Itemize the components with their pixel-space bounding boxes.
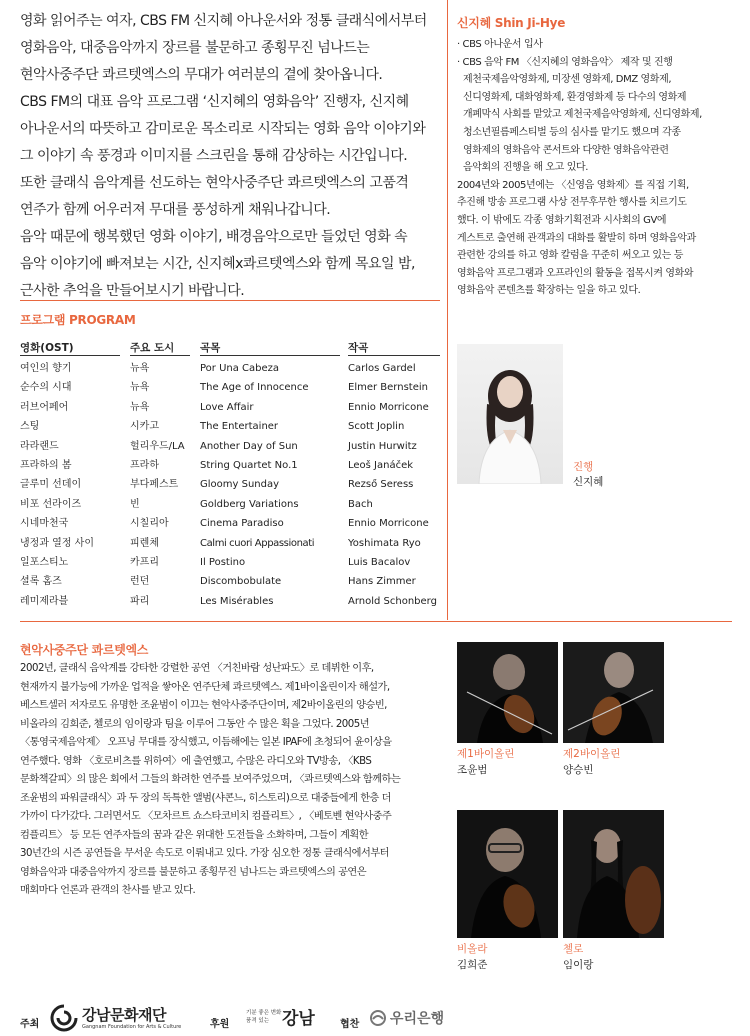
piece-cell: Goldberg Variations bbox=[200, 498, 299, 510]
piece-column bbox=[200, 359, 348, 611]
bio-line: 영화음악 프로그램과 오프라인의 활동을 접목시켜 영화와 bbox=[457, 267, 694, 279]
composer-cell: Leoš Janáček bbox=[348, 459, 414, 471]
film-cell: 레미제라블 bbox=[20, 595, 69, 607]
member-role: 제1바이올린 bbox=[457, 748, 515, 760]
intro-line: 또한 클래식 음악계를 선도하는 현악사중주단 콰르텟엑스의 고품격 bbox=[20, 175, 409, 191]
sponsor-label: 후원 bbox=[210, 1019, 230, 1030]
composer-cell: Carlos Gardel bbox=[348, 363, 416, 374]
member-role: 제2바이올린 bbox=[563, 748, 621, 760]
city-cell: 헐리우드/LA bbox=[130, 440, 185, 452]
piece-cell: The Age of Innocence bbox=[200, 382, 309, 394]
violin1-photo-image bbox=[457, 642, 558, 743]
member-photo-viola bbox=[457, 810, 558, 938]
quartet-line: 〈통영국제음악제〉 오프닝 무대를 장식했고, 이듬해에는 일본 IPAF에 초청되어 윤이상을 bbox=[20, 737, 392, 748]
column-divider bbox=[447, 0, 448, 620]
program-header-rule bbox=[348, 355, 440, 356]
host-name: 신지혜 bbox=[573, 476, 604, 488]
bio-line: 신디영화제, 대화영화제, 환경영화제 등 다수의 영화제 bbox=[463, 91, 687, 103]
program-header-rule bbox=[20, 355, 120, 356]
composer-cell: Yoshimata Ryo bbox=[348, 537, 421, 549]
violin2-photo-image bbox=[563, 642, 664, 743]
film-cell: 시네마천국 bbox=[20, 518, 69, 530]
bio-line: · CBS 음악 FM 〈신지혜의 영화음악〉 제작 및 진행 bbox=[457, 56, 673, 68]
header-city: 주요 도시 bbox=[130, 342, 175, 354]
foundation-name: 강남문화재단 bbox=[82, 1006, 166, 1024]
intro-line: 음악 때문에 행복했던 영화 이야기, 배경음악으로만 들었던 영화 속 bbox=[20, 229, 408, 245]
member-name: 김희준 bbox=[457, 959, 488, 971]
bio-line: 제천국제음악영화제, 미장센 영화제, DMZ 영화제, bbox=[463, 74, 672, 86]
intro-line: 현악사중주단 콰르텟엑스의 무대가 여러분의 곁에 찾아옵니다. bbox=[20, 67, 383, 83]
member-name: 조윤범 bbox=[457, 764, 488, 776]
quartet-line: 문화책갈피〉의 많은 회에서 그들의 화려한 연주를 보여주었으며, 〈콰르텟엑스와 함께하는 bbox=[20, 774, 401, 785]
city-cell: 빈 bbox=[130, 498, 140, 510]
film-cell: 여인의 향기 bbox=[20, 363, 72, 374]
bio-line: 관련한 강의를 하고 영화 칼럼을 꾸준히 써오고 있는 등 bbox=[457, 250, 683, 262]
piece-cell: Il Postino bbox=[200, 556, 246, 568]
bank-name: 우리은행 bbox=[390, 1011, 445, 1027]
film-cell: 프라하의 봄 bbox=[20, 459, 72, 471]
foundation-emblem-icon bbox=[50, 1004, 78, 1032]
piece-cell: Cinema Paradiso bbox=[200, 518, 284, 530]
city-cell: 파리 bbox=[130, 595, 150, 607]
quartet-line: 30년간의 시즌 공연들을 무서운 속도로 이뤄내고 있다. 가장 심오한 정통 클래식에서부터 bbox=[20, 848, 390, 859]
quartet-title: 현악사중주단 콰르텟엑스 bbox=[20, 643, 149, 657]
quartet-line: 영화음악과 대중음악까지 장르를 불문하고 종횡무진 넘나드는 콰르텟엑스의 공연은 bbox=[20, 866, 367, 878]
bio-line: 개폐막식 사회를 맡았고 제천국제음악영화제, 신디영화제, bbox=[463, 109, 702, 121]
program-header-rule bbox=[200, 355, 340, 356]
quartet-line: 베스트셀러 저자로도 유명한 조윤범이 이끄는 현악사중주단이며, 제2바이올린의 양승빈, bbox=[20, 700, 387, 711]
bio-line: 영화제의 영화음악 콘서트와 다양한 영화음악관련 bbox=[463, 144, 669, 156]
member-photo-violin1 bbox=[457, 642, 558, 743]
header-composer: 작곡 bbox=[348, 342, 369, 354]
piece-cell: Love Affair bbox=[200, 401, 254, 413]
program-divider bbox=[20, 621, 732, 622]
quartet-line: 컴플리트〉 등 모든 연주자들의 꿈과 같은 위대한 도전들을 소화하며, 그들이 계획한 bbox=[20, 829, 369, 841]
intro-line: CBS FM의 대표 음악 프로그램 ‘신지혜의 영화음악’ 진행자, 신지혜 bbox=[20, 94, 409, 110]
piece-cell: Por Una Cabeza bbox=[200, 363, 280, 374]
member-name: 양승빈 bbox=[563, 764, 594, 776]
intro-line: 영화음악, 대중음악까지 장르를 불문하고 종횡무진 넘나드는 bbox=[20, 40, 370, 56]
city-cell: 런던 bbox=[130, 576, 150, 588]
program-header-rule bbox=[130, 355, 190, 356]
composer-cell: Scott Joplin bbox=[348, 421, 405, 433]
quartet-line: 가까이 다가갔다. 그러면서도 〈모차르트 쇼스타코비치 컴플리트〉, 〈베토벤 현악사중주 bbox=[20, 811, 392, 822]
district-name: 강남 bbox=[282, 1009, 315, 1029]
host-photo-image bbox=[457, 344, 563, 484]
piece-cell: Calmi cuori Appassionati bbox=[200, 537, 315, 549]
film-cell: 라라랜드 bbox=[20, 440, 59, 452]
host-org-label: 주최 bbox=[20, 1019, 40, 1030]
member-role: 첼로 bbox=[563, 943, 584, 955]
composer-cell: Hans Zimmer bbox=[348, 576, 416, 588]
quartet-line: 현재까지 불가능에 가까운 업적을 쌓아온 연주단체 콰르텟엑스. 제1바이올린이자 해설가, bbox=[20, 681, 390, 693]
piece-cell: String Quartet No.1 bbox=[200, 459, 298, 471]
composer-cell: Elmer Bernstein bbox=[348, 382, 428, 394]
piece-cell: Gloomy Sunday bbox=[200, 479, 280, 491]
film-cell: 글루미 선데이 bbox=[20, 479, 82, 491]
intro-line: 영화 읽어주는 여자, CBS FM 신지혜 아나운서와 정통 클래식에서부터 bbox=[20, 13, 427, 29]
program-title: 프로그램 PROGRAM bbox=[20, 313, 136, 327]
bio-line: 청소년필름페스티벌 등의 심사를 맡기도 했으며 각종 bbox=[463, 126, 681, 138]
intro-line: 아나운서의 따뜻하고 감미로운 목소리로 시작되는 영화 음악 이야기와 bbox=[20, 121, 426, 137]
host-title: 신지혜 Shin Ji-Hye bbox=[457, 16, 566, 30]
composer-cell: Bach bbox=[348, 498, 373, 510]
city-cell: 부다페스트 bbox=[130, 479, 179, 491]
composer-column bbox=[348, 359, 443, 611]
host-role: 진행 bbox=[573, 461, 594, 473]
header-film: 영화(OST) bbox=[20, 342, 74, 354]
city-cell: 뉴욕 bbox=[130, 363, 150, 374]
bio-line: 게스트로 출연해 관객과의 대화를 활발히 하며 영화음악과 bbox=[457, 232, 696, 244]
intro-line: 연주가 함께 어우러져 무대를 풍성하게 채워나갑니다. bbox=[20, 202, 331, 218]
intro-line: 그 이야기 속 풍경과 이미지를 스크린을 통해 감상하는 시간입니다. bbox=[20, 148, 408, 164]
member-role: 비올라 bbox=[457, 943, 488, 955]
composer-cell: Luis Bacalov bbox=[348, 556, 411, 568]
city-cell: 뉴욕 bbox=[130, 401, 150, 413]
film-cell: 스팅 bbox=[20, 421, 40, 433]
film-cell: 냉정과 열정 사이 bbox=[20, 537, 94, 549]
bio-line: 2004년와 2005년에는 〈신영음 영화제〉를 직접 기획, bbox=[457, 179, 689, 191]
city-cell: 시카고 bbox=[130, 421, 159, 433]
intro-line: 근사한 추억을 만들어보시기 바랍니다. bbox=[20, 283, 245, 299]
member-name: 임이랑 bbox=[563, 959, 594, 971]
quartet-line: 비올라의 김희준, 첼로의 임이랑과 팀을 이루어 그동안 수 많은 획을 그었다. 2005년 bbox=[20, 718, 370, 730]
bio-line: · CBS 아나운서 입사 bbox=[457, 39, 543, 50]
foundation-name-en: Gangnam Foundation for Arts & Culture bbox=[82, 1024, 182, 1030]
city-cell: 시칠리아 bbox=[130, 518, 169, 530]
composer-cell: Ennio Morricone bbox=[348, 518, 429, 530]
bank-emblem-icon bbox=[370, 1010, 386, 1026]
composer-cell: Justin Hurwitz bbox=[348, 440, 417, 452]
city-cell: 뉴욕 bbox=[130, 382, 150, 394]
piece-cell: Another Day of Sun bbox=[200, 440, 298, 452]
quartet-line: 조윤범의 파워클래식〉과 두 장의 독특한 앨범(샤콘느, 히스토리)으로 대중들에게 한층 더 bbox=[20, 792, 391, 804]
film-cell: 순수의 시대 bbox=[20, 382, 72, 394]
header-piece: 곡목 bbox=[200, 342, 221, 354]
bio-line: 음악회의 진행을 해 오고 있다. bbox=[463, 162, 589, 174]
piece-cell: The Entertainer bbox=[200, 421, 279, 433]
intro-line: 음악 이야기에 빠져보는 시간, 신지혜x콰르텟엑스와 함께 목요일 밤, bbox=[20, 256, 415, 272]
member-photo-violin2 bbox=[563, 642, 664, 743]
quartet-description bbox=[20, 660, 445, 901]
district-tagline: 품격 있는 bbox=[246, 1018, 270, 1024]
quartet-line: 연주했다. 영화 〈호로비츠를 위하여〉에 출연했고, 수많은 라디오와 TV방송, 〈KBS bbox=[20, 755, 372, 767]
city-cell: 카프리 bbox=[130, 556, 159, 568]
city-cell: 피렌체 bbox=[130, 537, 159, 549]
city-column bbox=[130, 359, 200, 611]
intro-text bbox=[20, 8, 440, 305]
gangnam-foundation-logo bbox=[50, 1002, 180, 1034]
film-cell: 일포스티노 bbox=[20, 556, 69, 568]
host-bio bbox=[457, 36, 742, 300]
cello-photo-image bbox=[563, 810, 664, 938]
piece-cell: Les Misérables bbox=[200, 595, 274, 607]
viola-photo-image bbox=[457, 810, 558, 938]
bio-line: 했다. 이 밖에도 각종 영화기획전과 시사회의 GV에 bbox=[457, 214, 667, 226]
film-cell: 러브어페어 bbox=[20, 401, 69, 413]
film-cell: 비포 선라이즈 bbox=[20, 498, 82, 510]
woori-bank-logo bbox=[370, 1006, 450, 1032]
composer-cell: Ennio Morricone bbox=[348, 401, 429, 413]
piece-cell: Discombobulate bbox=[200, 576, 282, 588]
member-photo-cello bbox=[563, 810, 664, 938]
composer-cell: Arnold Schonberg bbox=[348, 595, 437, 607]
gangnam-district-logo bbox=[246, 1004, 326, 1034]
quartet-line: 매회마다 언론과 관객의 찬사를 받고 있다. bbox=[20, 885, 196, 896]
quartet-line: 2002년, 클래식 음악계를 강타한 강렬한 공연 〈거친바람 성난파도〉로 데뷔한 이후, bbox=[20, 663, 374, 674]
film-column bbox=[20, 359, 130, 611]
district-tagline: 기분 좋은 변화 bbox=[246, 1010, 282, 1016]
host-photo bbox=[457, 344, 563, 484]
bio-line: 영화음악 콘텐츠를 확장하는 일을 하고 있다. bbox=[457, 285, 641, 297]
intro-divider bbox=[20, 300, 440, 301]
composer-cell: Rezső Seress bbox=[348, 479, 414, 491]
bio-line: 추진해 방송 프로그램 사상 전무후무한 행사를 치르기도 bbox=[457, 197, 687, 209]
film-cell: 셜록 홈즈 bbox=[20, 576, 62, 588]
city-cell: 프라하 bbox=[130, 459, 159, 471]
partner-label: 협찬 bbox=[340, 1019, 360, 1030]
